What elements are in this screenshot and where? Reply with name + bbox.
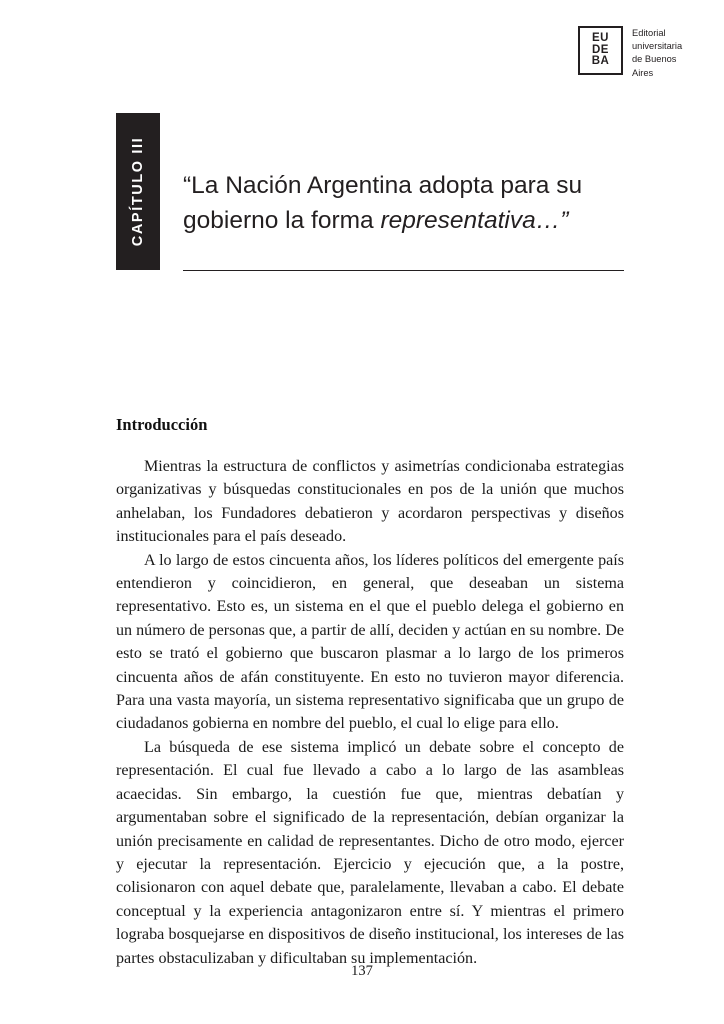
chapter-title-line-1: “La Nación Argentina adopta para su [183, 172, 583, 199]
publisher-name-line-4: Aires [632, 67, 654, 78]
publisher-name-line-3: de Buenos [632, 54, 677, 65]
logo-mark-line-2: DE [592, 43, 609, 56]
chapter-tab [116, 113, 160, 270]
chapter-title-emphasis: representativa…” [380, 206, 569, 234]
publisher-logo [578, 26, 682, 80]
logo-mark-line-3: BA [591, 55, 610, 68]
chapter-title [183, 169, 628, 239]
section-heading: Introducción [116, 415, 208, 434]
paragraph: Mientras la estructura de conflictos y asimetrías condicionaba estrategias organizativas y búsquedas constitucionales en pos de la unión que muchos anhelaban, los Fundadores debatieron y acordaron perspectivas y diseños institucionales para el país deseado. [116, 458, 624, 546]
paragraph: La búsqueda de ese sistema implicó un debate sobre el concepto de representación. El cual fue llevado a cabo a lo largo de las asambleas acaecidas. Sin embargo, la cuestión fue que, mientras debatían y argumentaban sobre el significado de la representación, debían organizar la unión precisamente en calidad de representantes. Dicho de otro modo, ejercer y ejecutar la representación. Ejercicio y ejecución que, a la postre, colisionaron con aquel debate que, paralelamente, llevaban a cabo. El debate conceptual y la experiencia antagonizaron entre sí. Y mientras el primero lograba bosquejarse en dispositivos de diseño institucional, los intereses de las partes obstaculizaban y dificultaban su implementación. [116, 738, 624, 967]
publisher-name-line-1: Editorial [632, 28, 666, 38]
body-text [116, 455, 624, 970]
chapter-title-line-2-text: gobierno la forma [183, 206, 381, 234]
publisher-name [632, 26, 682, 80]
page-number: 137 [351, 963, 373, 979]
paragraph: A lo largo de estos cincuenta años, los líderes políticos del emergente país entendieron y coincidieron, en general, que deseaban un sistema representativo. Esto es, un sistema en el que el pueblo delega el gobierno en un número de personas que, a partir de allí, deciden y actúan en su nombre. De esto se trató el gobierno que buscaron plasmar a lo largo de los primeros cincuenta años de afán constituyente. En esto no tuvieron mayor diferencia. Para una vasta mayoría, un sistema representativo significaba que un grupo de ciudadanos gobierna en nombre del pueblo, el cual lo elige para ello. [116, 551, 624, 733]
logo-mark-line-1: EU [592, 31, 609, 44]
title-divider [183, 270, 624, 271]
chapter-tab-label: CAPÍTULO III [130, 136, 146, 247]
chapter-title-line-2 [183, 204, 628, 239]
eudeba-logo-mark [578, 26, 623, 75]
publisher-name-line-2: universitaria [632, 41, 683, 52]
